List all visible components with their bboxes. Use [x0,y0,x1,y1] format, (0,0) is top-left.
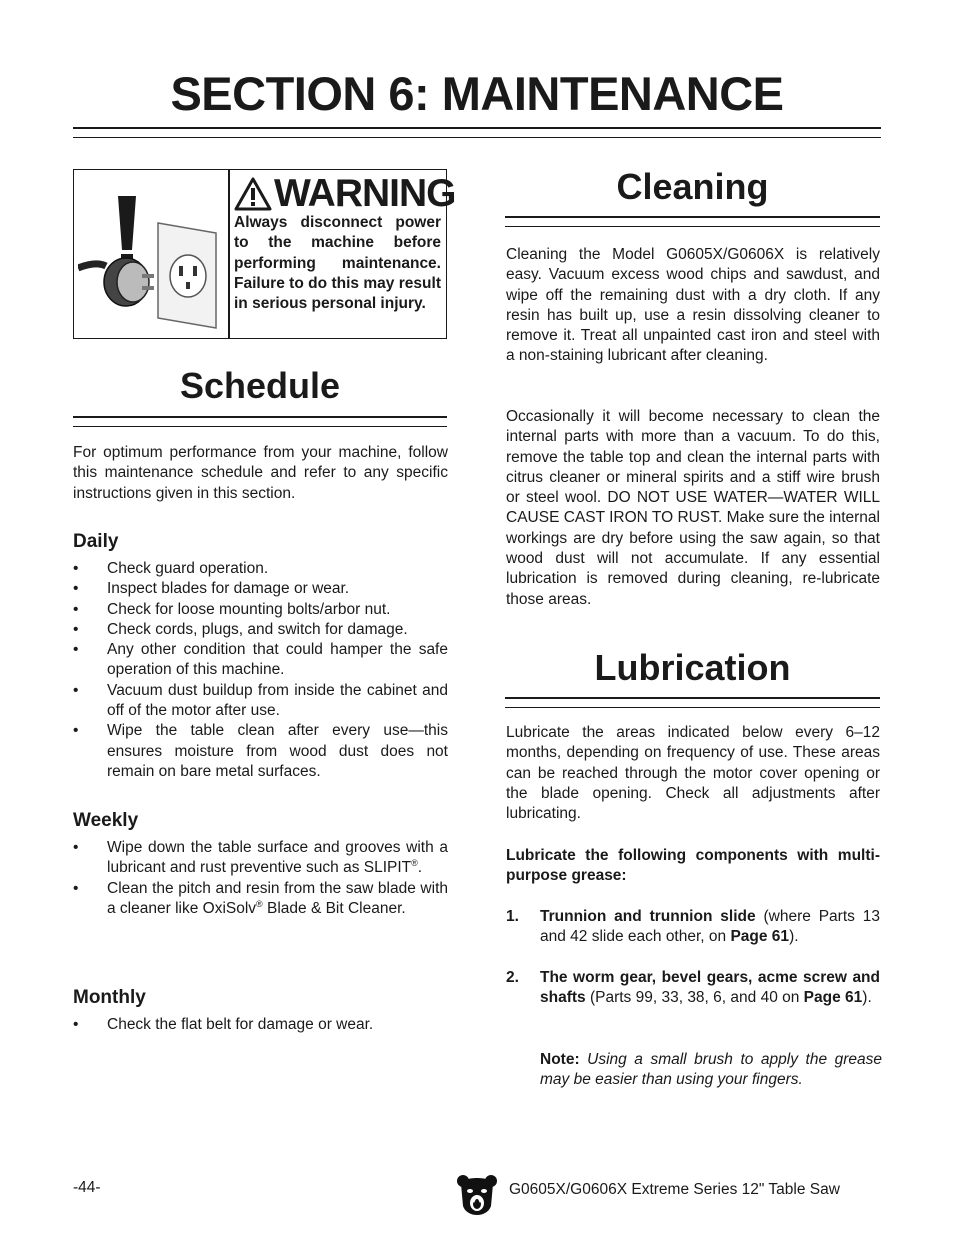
warning-text: Always disconnect power to the machine before performing maintenance. Failure to do this may result in serious personal injury. [234,214,441,313]
weekly-heading: Weekly [73,810,139,831]
schedule-intro: For optimum performance from your machine, follow this maintenance schedule and refer to any specific instructions given in this section. [73,444,448,502]
warning-divider [228,170,230,338]
list-item: • Check for loose mounting bolts/arbor nut. [73,600,448,620]
list-item: • Vacuum dust buildup from inside the cabinet and off of the motor after use. [73,681,448,722]
item-number: 2. [506,969,519,986]
page-reference: Page 61 [803,989,863,1007]
warning-triangle-icon [234,177,272,211]
lubrication-item-2: The worm gear, bevel gears, acme screw and shafts (Parts 99, 33, 38, 6, and 40 on Page 61). [540,969,880,1007]
note-label: Note: [540,1051,580,1068]
list-item: • Check guard operation. [73,559,448,579]
lubrication-item-1: Trunnion and trunnion slide (where Parts 13 and 42 slide each other, on Page 61). [540,908,880,946]
cleaning-rule-bottom [505,226,880,227]
unplug-illustration [78,178,224,333]
section-title: SECTION 6: MAINTENANCE [170,67,784,120]
lubrication-heading: Lubrication [594,647,791,688]
lubrication-rule-top [505,697,880,699]
cleaning-rule-top [505,216,880,218]
lubrication-note: Note: Using a small brush to apply the grease may be easier than using your fingers. [540,1051,882,1089]
bear-logo-icon [457,1172,497,1222]
schedule-rule-top [73,416,447,418]
page-reference: Page 61 [730,928,790,946]
list-item: • Check cords, plugs, and switch for damage. [73,620,448,640]
monthly-list [73,1015,448,1035]
list-item: • Clean the pitch and resin from the saw blade with a cleaner like OxiSolv® Blade & Bit Cleaner. [73,879,448,920]
warning-title [234,172,456,216]
lubrication-intro: Lubricate the areas indicated below every 6–12 months, depending on frequency of use. These areas can be reached through the motor cover opening or the blade opening. Check all adjustments after lubricating. [506,724,880,823]
lubrication-components-heading: Lubricate the following components with multi-purpose grease: [506,847,880,885]
footer-title: G0605X/G0606X Extreme Series 12" Table Saw [509,1181,840,1198]
lubrication-rule-bottom [505,707,880,708]
list-item: • Wipe down the table surface and grooves with a lubricant and rust preventive such as SLIPIT®. [73,838,448,879]
warning-box [73,169,456,339]
schedule-heading: Schedule [179,365,341,406]
cleaning-paragraph-1: Cleaning the Model G0605X/G0606X is relatively easy. Vacuum excess wood chips and sawdust, and wipe off the remaining dust with a dry cloth. If any resin has built up, use a resin dissolving cleaner to remove it. Treat all unpainted cast iron and steel with a non-staining lubricant after cleaning. [506,246,880,365]
cleaning-paragraph-2: Occasionally it will become necessary to clean the internal parts with more than a vacuum. To do this, remove the table top and clean the internal parts with citrus cleaner or mineral spirits and a stiff wire brush or steel wool. DO NOT USE WATER—WATER WILL CAUSE CAST IRON TO RUST. Make sure the internal workings are dry before using the saw again, so that wood dust will not accumulate. If any essential lubrication is removed during cleaning, re-lubricate those areas. [506,408,880,608]
title-rule-top [73,127,881,129]
daily-heading: Daily [73,531,119,552]
list-item: • Wipe the table clean after every use—this ensures moisture from wood dust does not remain on bare metal surfaces. [73,721,448,782]
title-rule-bottom [73,137,881,138]
list-item: • Any other condition that could hamper the safe operation of this machine. [73,640,448,681]
daily-list [73,559,448,782]
list-item: • Check the flat belt for damage or wear. [73,1015,448,1035]
monthly-heading: Monthly [73,987,146,1008]
item-number: 1. [506,908,519,925]
list-item: • Inspect blades for damage or wear. [73,579,448,599]
schedule-rule-bottom [73,426,447,427]
weekly-list [73,838,448,919]
warning-title-text: WARNING [274,172,456,215]
page-number: -44- [73,1179,101,1196]
cleaning-heading: Cleaning [616,166,769,207]
